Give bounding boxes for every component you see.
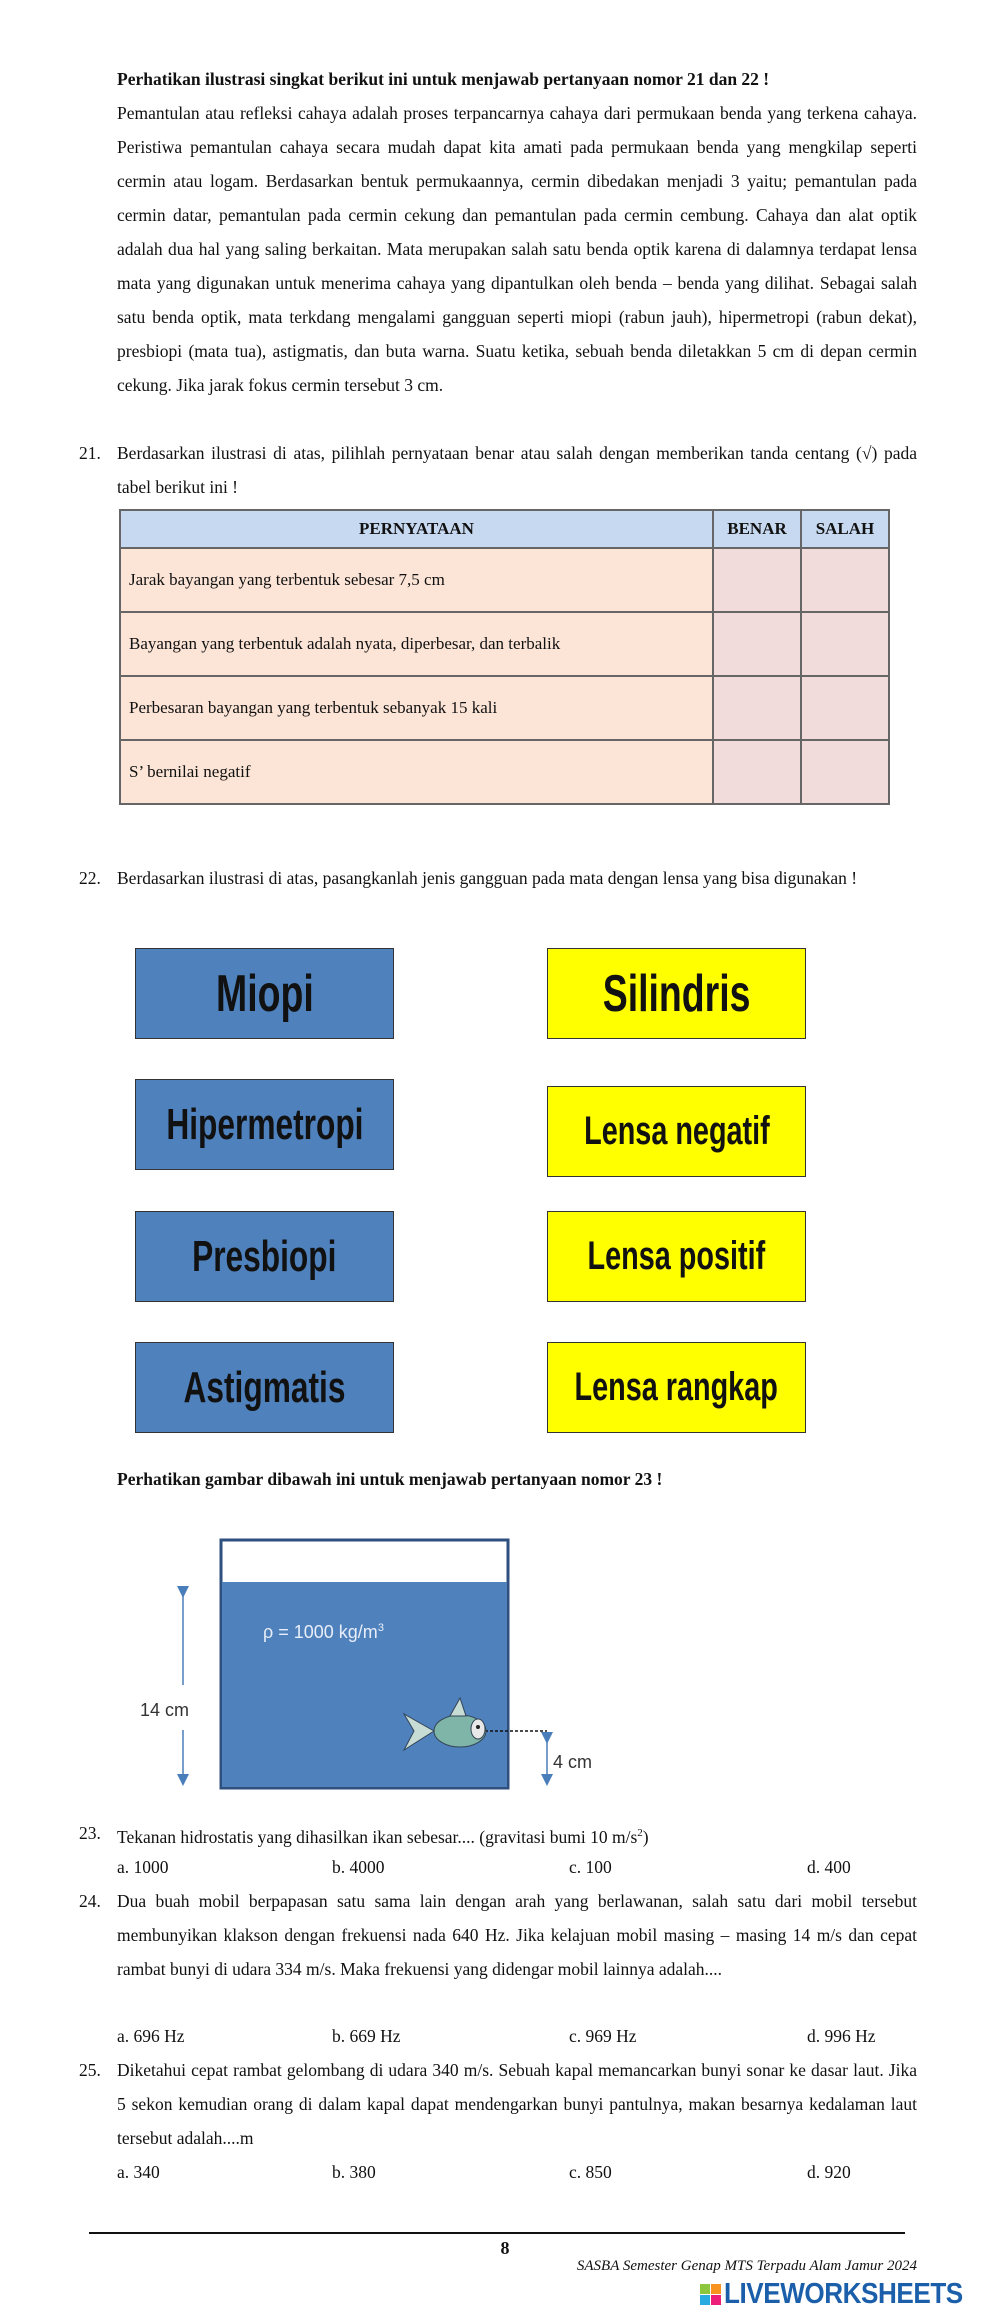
match-label: Astigmatis (183, 1362, 346, 1412)
option-a[interactable]: a. 696 Hz (117, 2026, 185, 2046)
fish-depth-label: 4 cm (553, 1752, 593, 1772)
intro-heading: Perhatikan ilustrasi singkat berikut ini untuk menjawab pertanyaan nomor 21 dan 22 ! (117, 69, 770, 89)
question-22 (79, 861, 917, 895)
match-right-lensa-rangkap[interactable] (547, 1342, 806, 1433)
statement-cell: Perbesaran bayangan yang terbentuk sebanyak 15 kali (120, 676, 713, 740)
question-text: Tekanan hidrostatis yang dihasilkan ikan sebesar.... (gravitasi bumi 10 m/s (117, 1826, 638, 1847)
false-checkbox-cell[interactable] (801, 612, 889, 676)
option-a[interactable]: a. 340 (117, 2162, 160, 2182)
liveworksheets-logo[interactable] (700, 2278, 989, 2311)
question-number: 24. (79, 1891, 101, 1911)
match-label: Lensa positif (587, 1234, 766, 1278)
false-checkbox-cell[interactable] (801, 740, 889, 804)
close-paren: ) (642, 1826, 649, 1847)
question-text: Berdasarkan ilustrasi di atas, pilihlah pernyataan benar atau salah dengan memberikan tanda centang (√) pada tabel berikut ini ! (117, 443, 917, 497)
water (222, 1582, 507, 1787)
statement-cell: Jarak bayangan yang terbentuk sebesar 7,5 cm (120, 548, 713, 612)
true-checkbox-cell[interactable] (713, 548, 801, 612)
option-a[interactable]: a. 1000 (117, 1857, 169, 1877)
option-c[interactable]: c. 850 (569, 2162, 612, 2182)
tank-figure (100, 1530, 620, 1800)
statement-cell: Bayangan yang terbentuk adalah nyata, diperbesar, dan terbalik (120, 612, 713, 676)
option-b[interactable]: b. 380 (332, 2162, 376, 2182)
option-b[interactable]: b. 4000 (332, 1857, 385, 1877)
header-true: BENAR (713, 510, 801, 548)
page-number: 8 (500, 2238, 510, 2258)
question-21 (79, 436, 917, 504)
question-23 (79, 1816, 917, 1854)
match-label: Miopi (215, 964, 314, 1023)
tank-diagram (100, 1530, 620, 1800)
true-checkbox-cell[interactable] (713, 740, 801, 804)
question-text: Dua buah mobil berpapasan satu sama lain dengan arah yang berlawanan, salah satu dari mobil tersebut membunyikan klakson dengan frekuensi nada 640 Hz. Jika kelajuan mobil masing – masing 14 m/s dan cepat rambat bunyi di udara 334 m/s. Maka frekuensi yang didengar mobil lainnya adalah.... (117, 1891, 917, 1979)
option-d[interactable]: d. 996 Hz (807, 2026, 876, 2046)
question-25 (79, 2053, 917, 2155)
question-number: 25. (79, 2060, 101, 2080)
match-left-presbiopi[interactable] (135, 1211, 394, 1302)
option-d[interactable]: d. 920 (807, 2162, 851, 2182)
true-checkbox-cell[interactable] (713, 676, 801, 740)
option-d[interactable]: d. 400 (807, 1857, 851, 1877)
statement-table (119, 509, 890, 805)
match-right-lensa-positif[interactable] (547, 1211, 806, 1302)
match-label: Presbiopi (192, 1231, 337, 1281)
density-label: ρ = 1000 $kg/m^3$ (263, 1622, 384, 1642)
question-number: 21. (79, 443, 101, 463)
logo-text: LIVEWORKSHEETS (724, 2278, 963, 2310)
question-text: Berdasarkan ilustrasi di atas, pasangkanlah jenis gangguan pada mata dengan lensa yang bisa digunakan ! (117, 868, 858, 888)
statement-cell: S’ bernilai negatif (120, 740, 713, 804)
false-checkbox-cell[interactable] (801, 676, 889, 740)
footer-caption: SASBA Semester Genap MTS Terpadu Alam Jamur 2024 (576, 2258, 917, 2274)
question-24 (79, 1884, 917, 1986)
table-row (120, 548, 889, 612)
match-left-astigmatis[interactable] (135, 1342, 394, 1433)
match-label: Lensa rangkap (574, 1365, 779, 1409)
table-header (120, 510, 889, 548)
exponent: 2 (637, 1827, 643, 1839)
question-number: 23. (79, 1823, 101, 1843)
match-right-lensa-negatif[interactable] (547, 1086, 806, 1177)
option-c[interactable]: c. 969 Hz (569, 2026, 637, 2046)
question-number: 22. (79, 868, 101, 888)
header-statement: PERNYATAAN (120, 510, 713, 548)
match-left-hipermetropi[interactable] (135, 1079, 394, 1170)
match-label: Silindris (602, 964, 751, 1023)
logo-icon (700, 2284, 721, 2305)
footer-divider (89, 2232, 905, 2234)
q23-intro: Perhatikan gambar dibawah ini untuk menjawab pertanyaan nomor 23 ! (117, 1469, 663, 1489)
match-left-miopi[interactable] (135, 948, 394, 1039)
false-checkbox-cell[interactable] (801, 548, 889, 612)
option-c[interactable]: c. 100 (569, 1857, 612, 1877)
match-label: Hipermetropi (165, 1099, 364, 1149)
height-label: 14 cm (140, 1700, 190, 1720)
table-row (120, 676, 889, 740)
match-label: Lensa negatif (583, 1109, 770, 1153)
table-row (120, 612, 889, 676)
table-row (120, 740, 889, 804)
question-text: Diketahui cepat rambat gelombang di udara 340 m/s. Sebuah kapal memancarkan bunyi sonar ke dasar laut. Jika 5 sekon kemudian orang di dalam kapal dapat mendengarkan bunyi pantulnya, makan besarnya kedalaman laut tersebut adalah....m (117, 2060, 917, 2148)
intro-paragraph: Pemantulan atau refleksi cahaya adalah proses terpancarnya cahaya dari permukaan benda yang terkena cahaya. Peristiwa pemantulan cahaya secara mudah dapat kita amati pada permukaan benda yang mengkilap seperti cermin atau logam. Berdasarkan bentuk permukaannya, cermin dibedakan menjadi 3 yaitu; pemantulan pada cermin datar, pemantulan pada cermin cekung dan pemantulan pada cermin cembung. Cahaya dan alat optik adalah dua hal yang saling berkaitan. Mata merupakan salah satu benda optik karena di dalamnya terdapat lensa mata yang digunakan untuk menerima cahaya yang dipantulkan oleh benda – benda yang dilihat. Sebagai salah satu benda optik, mata terkdang mengalami gangguan seperti miopi (rabun jauh), hipermetropi (rabun dekat), presbiopi (mata tua), astigmatis, dan buta warna. Suatu ketika, sebuah benda diletakkan 5 cm di depan cermin cekung. Jika jarak fokus cermin tersebut 3 cm. (117, 103, 917, 395)
option-b[interactable]: b. 669 Hz (332, 2026, 401, 2046)
match-right-silindris[interactable] (547, 948, 806, 1039)
true-checkbox-cell[interactable] (713, 612, 801, 676)
header-false: SALAH (801, 510, 889, 548)
